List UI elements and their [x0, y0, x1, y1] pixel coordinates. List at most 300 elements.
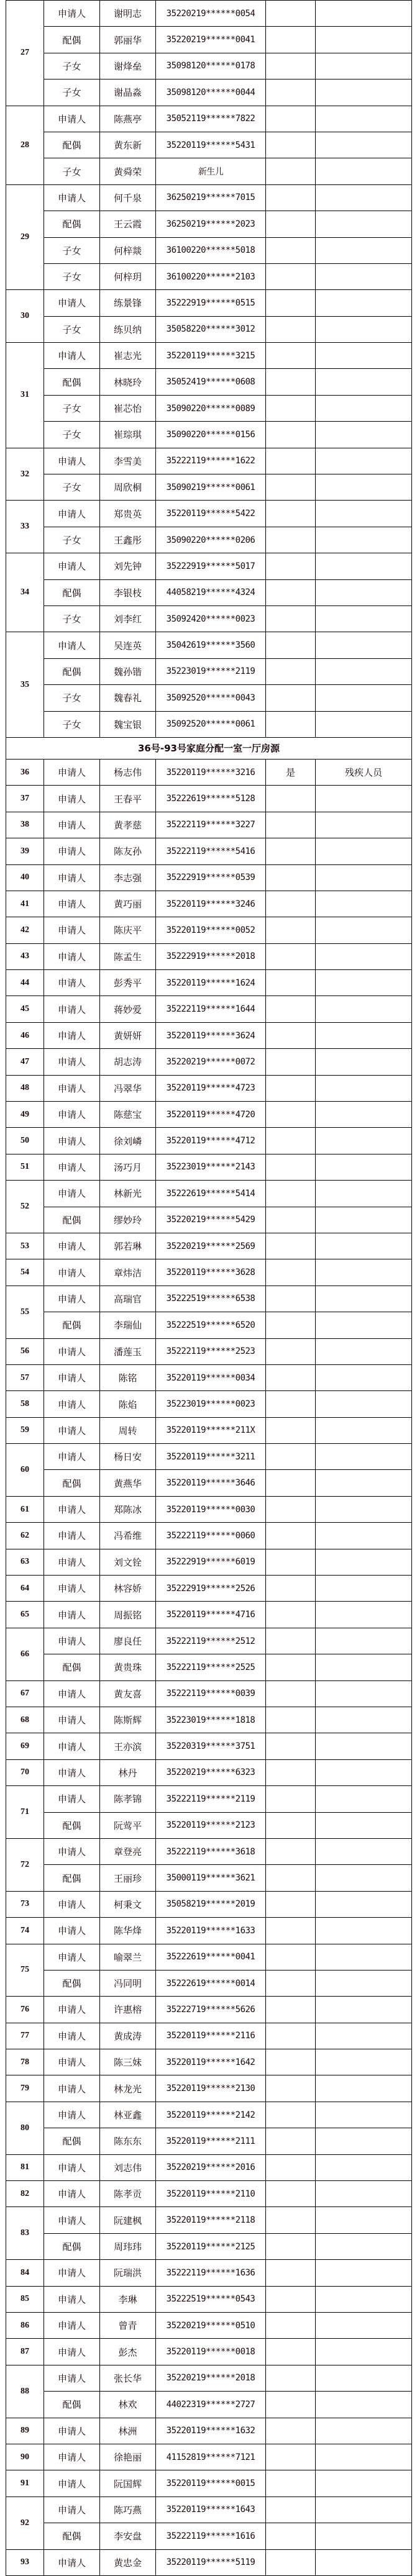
- id-number: 35220119******4720: [156, 1102, 266, 1128]
- member-role: 申请人: [44, 1680, 100, 1707]
- table-row: [6, 786, 412, 812]
- family-number: 92: [6, 2497, 44, 2549]
- member-role: 申请人: [44, 2444, 100, 2470]
- id-number: 35098120******0044: [156, 79, 266, 106]
- special-status: [266, 812, 316, 838]
- remark: [316, 711, 412, 737]
- remark: [316, 1207, 412, 1233]
- table-row: [6, 158, 412, 184]
- table-row: [6, 812, 412, 838]
- member-name: 陈焰: [100, 1391, 156, 1417]
- id-number: 35220119******1632: [156, 2418, 266, 2444]
- member-role: 申请人: [44, 2497, 100, 2523]
- table-row: [6, 106, 412, 132]
- remark: [316, 1181, 412, 1207]
- special-status: [266, 579, 316, 605]
- member-role: 配偶: [44, 1970, 100, 1996]
- member-role: 申请人: [44, 943, 100, 969]
- remark: [316, 2023, 412, 2049]
- id-number: 36250219******7015: [156, 184, 266, 211]
- id-number: 35220119******2125: [156, 2233, 266, 2259]
- id-number: 35220219******0510: [156, 2312, 266, 2338]
- member-name: 张长华: [100, 2365, 156, 2391]
- member-role: 子女: [44, 422, 100, 448]
- id-number: 35222919******6019: [156, 1549, 266, 1575]
- id-number: 35222919******5017: [156, 553, 266, 579]
- id-number: 35220119******0052: [156, 917, 266, 943]
- special-status: [266, 2339, 316, 2365]
- table-row: [6, 184, 412, 211]
- id-number: 35220119******5431: [156, 132, 266, 158]
- member-name: 刘文铨: [100, 1549, 156, 1575]
- id-number: 35222119******1644: [156, 996, 266, 1022]
- member-role: 子女: [44, 474, 100, 501]
- member-role: 申请人: [44, 1128, 100, 1154]
- family-number: 79: [6, 2075, 44, 2102]
- table-row: [6, 1812, 412, 1838]
- special-status: [266, 2207, 316, 2233]
- special-status: [266, 658, 316, 684]
- member-role: 申请人: [44, 1786, 100, 1812]
- id-number: 35222119******2512: [156, 1628, 266, 1654]
- table-row: [6, 1444, 412, 1470]
- id-number: 35220119******5422: [156, 501, 266, 527]
- id-number: 35222919******2526: [156, 1576, 266, 1602]
- special-status: [266, 27, 316, 53]
- family-number: 51: [6, 1154, 44, 1180]
- remark: [316, 1838, 412, 1864]
- member-role: 配偶: [44, 1207, 100, 1233]
- remark: [316, 1286, 412, 1312]
- member-name: 曾青: [100, 2312, 156, 2338]
- member-role: 申请人: [44, 970, 100, 996]
- special-status: [266, 1181, 316, 1207]
- table-row: [6, 1286, 412, 1312]
- member-name: 吴连英: [100, 632, 156, 658]
- member-name: 李琳: [100, 2286, 156, 2312]
- family-number: 62: [6, 1523, 44, 1549]
- family-number: 75: [6, 1944, 44, 1997]
- member-name: 林丹: [100, 1759, 156, 1785]
- member-role: 申请人: [44, 1233, 100, 1259]
- member-role: 配偶: [44, 27, 100, 53]
- family-number: 30: [6, 290, 44, 343]
- table-row: [6, 1680, 412, 1707]
- remark: [316, 27, 412, 53]
- table-row: [6, 79, 412, 106]
- id-number: 35220119******5119: [156, 2549, 266, 2575]
- member-name: 阮瑞洪: [100, 2260, 156, 2286]
- special-status: [266, 605, 316, 632]
- remark: [316, 1391, 412, 1417]
- member-role: 申请人: [44, 1496, 100, 1522]
- id-number: 35222519******6538: [156, 1286, 266, 1312]
- id-number: 36100220******2103: [156, 263, 266, 289]
- special-status: [266, 1523, 316, 1549]
- family-number: 67: [6, 1680, 44, 1707]
- member-role: 申请人: [44, 2207, 100, 2233]
- special-status: [266, 2418, 316, 2444]
- table-row: [6, 2286, 412, 2312]
- member-name: 高瑞官: [100, 1286, 156, 1312]
- member-name: 刘李红: [100, 605, 156, 632]
- remark: [316, 2549, 412, 2575]
- table-row: [6, 711, 412, 737]
- family-number: 27: [6, 1, 44, 106]
- table-row: [6, 970, 412, 996]
- table-row: [6, 2470, 412, 2497]
- member-role: 申请人: [44, 1364, 100, 1390]
- family-number: 76: [6, 1997, 44, 2023]
- id-number: 35222119******3618: [156, 1838, 266, 1864]
- table-row: [6, 1259, 412, 1286]
- member-role: 配偶: [44, 2523, 100, 2549]
- family-number: 48: [6, 1075, 44, 1101]
- member-role: 子女: [44, 158, 100, 184]
- remark: [316, 579, 412, 605]
- remark: [316, 605, 412, 632]
- special-status: [266, 1207, 316, 1233]
- family-number: 87: [6, 2339, 44, 2365]
- member-role: 申请人: [44, 1102, 100, 1128]
- remark: [316, 838, 412, 864]
- table-row: [6, 891, 412, 917]
- remark: [316, 2181, 412, 2207]
- table-row: [6, 211, 412, 237]
- id-number: 35220119******3646: [156, 1470, 266, 1496]
- member-name: 李雪美: [100, 448, 156, 474]
- table-row: [6, 448, 412, 474]
- table-row: [6, 1391, 412, 1417]
- member-name: 林洲: [100, 2418, 156, 2444]
- special-status: [266, 1154, 316, 1180]
- member-role: 申请人: [44, 1417, 100, 1443]
- member-name: 廖良任: [100, 1628, 156, 1654]
- remark: [316, 79, 412, 106]
- table-row: [6, 2365, 412, 2391]
- special-status: [266, 53, 316, 79]
- member-name: 谢烽垒: [100, 53, 156, 79]
- family-number: 83: [6, 2207, 44, 2260]
- remark: [316, 474, 412, 501]
- member-role: 申请人: [44, 106, 100, 132]
- id-number: 35222619******5128: [156, 786, 266, 812]
- id-number: 35220219******0072: [156, 1049, 266, 1075]
- member-role: 配偶: [44, 658, 100, 684]
- member-name: 郭丽华: [100, 27, 156, 53]
- member-role: 子女: [44, 395, 100, 421]
- special-status: [266, 1444, 316, 1470]
- family-number: 81: [6, 2154, 44, 2180]
- id-number: 35092420******0023: [156, 605, 266, 632]
- table-row: [6, 2207, 412, 2233]
- table-row: [6, 1786, 412, 1812]
- member-role: 申请人: [44, 184, 100, 211]
- id-number: 35090220******0089: [156, 395, 266, 421]
- remark: [316, 1628, 412, 1654]
- id-number: 35090220******0206: [156, 527, 266, 553]
- id-number: 35220119******3215: [156, 343, 266, 369]
- member-role: 子女: [44, 711, 100, 737]
- member-name: 王亦滨: [100, 1733, 156, 1759]
- table-row: [6, 1102, 412, 1128]
- id-number: 35222619******5414: [156, 1181, 266, 1207]
- member-name: 王鑫彤: [100, 527, 156, 553]
- id-number: 35220119******1643: [156, 2497, 266, 2523]
- remark: [316, 53, 412, 79]
- member-name: 冯希维: [100, 1523, 156, 1549]
- special-status: [266, 501, 316, 527]
- special-status: [266, 1312, 316, 1338]
- special-status: [266, 2392, 316, 2418]
- family-number: 88: [6, 2365, 44, 2418]
- remark: [316, 658, 412, 684]
- family-number: 61: [6, 1496, 44, 1522]
- remark: [316, 106, 412, 132]
- member-role: 子女: [44, 263, 100, 289]
- table-row: [6, 1602, 412, 1628]
- member-role: 配偶: [44, 1654, 100, 1680]
- remark: [316, 290, 412, 316]
- id-number: 35220219******2018: [156, 2365, 266, 2391]
- table-row: [6, 1075, 412, 1101]
- id-number: 35222519******6520: [156, 1312, 266, 1338]
- member-role: 子女: [44, 79, 100, 106]
- remark: [316, 1654, 412, 1680]
- table-row: [6, 1576, 412, 1602]
- family-number: 38: [6, 812, 44, 838]
- id-number: 35092520******0043: [156, 685, 266, 711]
- member-role: 申请人: [44, 1022, 100, 1048]
- remark: [316, 1523, 412, 1549]
- family-number: 57: [6, 1364, 44, 1390]
- member-role: 配偶: [44, 1865, 100, 1891]
- special-status: [266, 1128, 316, 1154]
- table-row: [6, 996, 412, 1022]
- special-status: [266, 1707, 316, 1733]
- table-row: [6, 1417, 412, 1443]
- table-row: [6, 2233, 412, 2259]
- remark: [316, 1233, 412, 1259]
- family-number: 54: [6, 1259, 44, 1286]
- id-number: 35220119******3211: [156, 1444, 266, 1470]
- member-name: 何千泉: [100, 184, 156, 211]
- special-status: [266, 917, 316, 943]
- special-status: [266, 786, 316, 812]
- member-name: 刘先钟: [100, 553, 156, 579]
- id-number: 44058219******4324: [156, 579, 266, 605]
- member-name: 陈斯辉: [100, 1707, 156, 1733]
- remark: [316, 812, 412, 838]
- id-number: 35223019******2119: [156, 658, 266, 684]
- member-name: 林新光: [100, 1181, 156, 1207]
- id-number: 35222119******2119: [156, 1786, 266, 1812]
- member-name: 黄友喜: [100, 1680, 156, 1707]
- id-number: 35098120******0178: [156, 53, 266, 79]
- table-row: [6, 1759, 412, 1785]
- id-number: 35220119******4712: [156, 1128, 266, 1154]
- remark: [316, 1865, 412, 1891]
- table-row: [6, 1891, 412, 1917]
- family-number: 41: [6, 891, 44, 917]
- id-number: 36250219******2023: [156, 211, 266, 237]
- id-number: 35090219******0061: [156, 474, 266, 501]
- special-status: [266, 632, 316, 658]
- section-header: 36号-93号家庭分配一室一厅房源: [6, 737, 412, 759]
- table-row: [6, 2312, 412, 2338]
- table-row: [6, 1470, 412, 1496]
- member-role: 申请人: [44, 864, 100, 891]
- family-number: 86: [6, 2312, 44, 2338]
- member-role: 申请人: [44, 2312, 100, 2338]
- special-status: [266, 711, 316, 737]
- remark: [316, 1364, 412, 1390]
- special-status: [266, 79, 316, 106]
- table-row: [6, 632, 412, 658]
- member-name: 陈庆平: [100, 917, 156, 943]
- remark: [316, 237, 412, 263]
- member-role: 子女: [44, 685, 100, 711]
- id-number: 44022319******2727: [156, 2392, 266, 2418]
- family-number: 73: [6, 1891, 44, 1917]
- remark: [316, 501, 412, 527]
- member-name: 黄妍妍: [100, 1022, 156, 1048]
- table-row: [6, 290, 412, 316]
- member-role: 申请人: [44, 2075, 100, 2102]
- remark: [316, 891, 412, 917]
- id-number: 35220119******4716: [156, 1602, 266, 1628]
- family-number: 33: [6, 501, 44, 553]
- family-number: 34: [6, 553, 44, 632]
- special-status: [266, 970, 316, 996]
- family-number: 46: [6, 1022, 44, 1048]
- table-row: [6, 759, 412, 785]
- section-header-row: [6, 737, 412, 759]
- id-number: 35220219******0054: [156, 1, 266, 27]
- special-status: [266, 864, 316, 891]
- table-row: [6, 2549, 412, 2575]
- member-role: 申请人: [44, 759, 100, 785]
- member-name: 林晓玲: [100, 369, 156, 395]
- id-number: 35222119******0060: [156, 1523, 266, 1549]
- member-role: 申请人: [44, 1338, 100, 1364]
- member-role: 申请人: [44, 2418, 100, 2444]
- family-number: 47: [6, 1049, 44, 1075]
- id-number: 35220219******2569: [156, 1233, 266, 1259]
- remark: [316, 1576, 412, 1602]
- special-status: [266, 996, 316, 1022]
- special-status: [266, 1338, 316, 1364]
- member-role: 申请人: [44, 1707, 100, 1733]
- remark: [316, 2154, 412, 2180]
- family-number: 90: [6, 2444, 44, 2470]
- remark: [316, 970, 412, 996]
- id-number: 35220119******2130: [156, 2075, 266, 2102]
- member-name: 陈友孙: [100, 838, 156, 864]
- family-number: 66: [6, 1628, 44, 1680]
- table-row: [6, 1654, 412, 1680]
- table-row: [6, 1338, 412, 1364]
- id-number: 35220119******3246: [156, 891, 266, 917]
- member-name: 柯秉文: [100, 1891, 156, 1917]
- member-role: 申请人: [44, 2549, 100, 2575]
- table-row: [6, 1364, 412, 1390]
- member-role: 配偶: [44, 579, 100, 605]
- member-name: 陈东东: [100, 2128, 156, 2154]
- remark: [316, 1944, 412, 1970]
- table-row: [6, 2128, 412, 2154]
- member-role: 申请人: [44, 996, 100, 1022]
- member-role: 申请人: [44, 838, 100, 864]
- special-status: [266, 1259, 316, 1286]
- table-row: [6, 395, 412, 421]
- id-number: 35220119******2111: [156, 2128, 266, 2154]
- special-status: [266, 1075, 316, 1101]
- special-status: [266, 2154, 316, 2180]
- member-role: 申请人: [44, 1049, 100, 1075]
- family-number: 84: [6, 2260, 44, 2286]
- table-row: [6, 2339, 412, 2365]
- family-number: 37: [6, 786, 44, 812]
- member-name: 刘志伟: [100, 2154, 156, 2180]
- id-number: 35223019******2143: [156, 1154, 266, 1180]
- member-name: 谢晶淼: [100, 79, 156, 106]
- id-number: 35222719******5626: [156, 1997, 266, 2023]
- remark: [316, 369, 412, 395]
- family-number: 91: [6, 2470, 44, 2497]
- family-number: 59: [6, 1417, 44, 1443]
- member-role: 申请人: [44, 1628, 100, 1654]
- id-number: 35222519******0543: [156, 2286, 266, 2312]
- member-name: 李银枝: [100, 579, 156, 605]
- table-row: [6, 1707, 412, 1733]
- remark: [316, 917, 412, 943]
- special-status: [266, 474, 316, 501]
- table-row: [6, 2075, 412, 2102]
- id-number: 35220119******1624: [156, 970, 266, 996]
- remark: [316, 1759, 412, 1785]
- member-role: 申请人: [44, 632, 100, 658]
- special-status: [266, 184, 316, 211]
- family-number: 45: [6, 996, 44, 1022]
- remark: [316, 2233, 412, 2259]
- family-number: 89: [6, 2418, 44, 2444]
- remark: [316, 996, 412, 1022]
- member-name: 陈铭: [100, 1364, 156, 1390]
- remark: [316, 1602, 412, 1628]
- family-number: 60: [6, 1444, 44, 1497]
- family-number: 44: [6, 970, 44, 996]
- member-role: 申请人: [44, 1259, 100, 1286]
- member-role: 申请人: [44, 1391, 100, 1417]
- remark: [316, 158, 412, 184]
- member-name: 李志强: [100, 864, 156, 891]
- table-row: [6, 2497, 412, 2523]
- family-number: 32: [6, 448, 44, 501]
- remark: [316, 2049, 412, 2075]
- member-name: 冯翠华: [100, 1075, 156, 1101]
- remark: [316, 527, 412, 553]
- id-number: 35220219******2016: [156, 2154, 266, 2180]
- special-status: [266, 106, 316, 132]
- special-status: [266, 838, 316, 864]
- table-row: [6, 1022, 412, 1048]
- special-status: [266, 891, 316, 917]
- family-number: 40: [6, 864, 44, 891]
- table-row: [6, 53, 412, 79]
- member-role: 申请人: [44, 2470, 100, 2497]
- special-status: [266, 1970, 316, 1996]
